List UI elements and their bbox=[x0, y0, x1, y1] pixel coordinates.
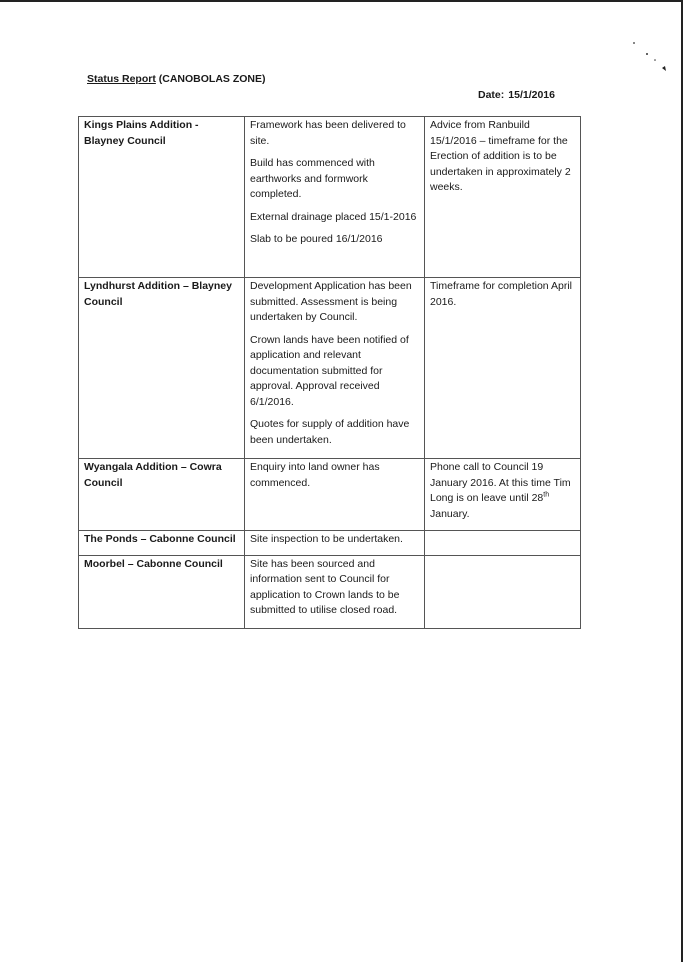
scan-artifact-icon bbox=[628, 36, 668, 76]
table-row bbox=[79, 117, 581, 278]
report-title-underlined: Status Report bbox=[87, 73, 156, 85]
project-name: Lyndhurst Addition – Blayney Council bbox=[84, 280, 232, 308]
comments-text-end: January. bbox=[430, 507, 470, 520]
progress-text: Site has been sourced and information sent to Council for application to Crown lands to be submitted to utilise closed road. bbox=[250, 557, 400, 616]
ordinal-suffix: th bbox=[543, 491, 550, 499]
project-cell bbox=[79, 555, 245, 628]
progress-text: Quotes for supply of addition have been undertaken. bbox=[250, 418, 410, 446]
progress-text: Build has commenced with earthworks and formwork completed. bbox=[250, 157, 375, 200]
comments-text: Timeframe for completion April 2016. bbox=[430, 280, 572, 308]
comments-text-main: Phone call to Council 19 January 2016. At this time Tim Long is on leave until 28 bbox=[430, 461, 571, 504]
project-name: The Ponds – Cabonne Council bbox=[84, 533, 236, 545]
project-cell bbox=[79, 117, 245, 278]
comments-cell bbox=[425, 117, 581, 278]
comments-cell bbox=[425, 555, 581, 628]
report-date bbox=[478, 89, 555, 101]
project-cell bbox=[79, 459, 245, 531]
progress-text: Enquiry into land owner has commenced. bbox=[250, 461, 380, 489]
progress-cell bbox=[245, 531, 425, 556]
project-name: Moorbel – Cabonne Council bbox=[84, 557, 223, 570]
progress-text: Framework has been delivered to site. bbox=[250, 119, 406, 147]
project-cell bbox=[79, 531, 245, 556]
progress-cell bbox=[245, 555, 425, 628]
comments-cell bbox=[425, 459, 581, 531]
comments-text: Advice from Ranbuild 15/1/2016 – timeframe for the Erection of addition is to be undertaken in approximately 2 weeks. bbox=[430, 119, 571, 193]
table-row bbox=[79, 459, 581, 531]
comments-cell bbox=[425, 531, 581, 556]
report-date-value: 15/1/2016 bbox=[508, 89, 555, 101]
project-name: Kings Plains Addition - Blayney Council bbox=[84, 119, 199, 147]
comments-text bbox=[430, 460, 575, 522]
progress-cell bbox=[245, 459, 425, 531]
progress-cell bbox=[245, 278, 425, 459]
report-title-zone: (CANOBOLAS ZONE) bbox=[155, 73, 266, 85]
comments-cell bbox=[425, 278, 581, 459]
progress-text: Site inspection to be undertaken. bbox=[250, 533, 403, 545]
progress-text: Slab to be poured 16/1/2016 bbox=[250, 233, 383, 245]
table-row bbox=[79, 531, 581, 556]
progress-text: Development Application has been submitted. Assessment is being undertaken by Council. bbox=[250, 280, 412, 323]
report-date-label: Date: bbox=[478, 89, 505, 101]
report-title bbox=[87, 73, 266, 85]
progress-cell bbox=[245, 117, 425, 278]
table-row bbox=[79, 278, 581, 459]
progress-text: External drainage placed 15/1-2016 bbox=[250, 210, 417, 223]
project-cell bbox=[79, 278, 245, 459]
table-row bbox=[79, 555, 581, 628]
status-table bbox=[78, 116, 581, 629]
project-name: Wyangala Addition – Cowra Council bbox=[84, 461, 222, 489]
progress-text: Crown lands have been notified of application and relevant documentation submitted for approval. Approval received 6/1/2016. bbox=[250, 333, 409, 408]
